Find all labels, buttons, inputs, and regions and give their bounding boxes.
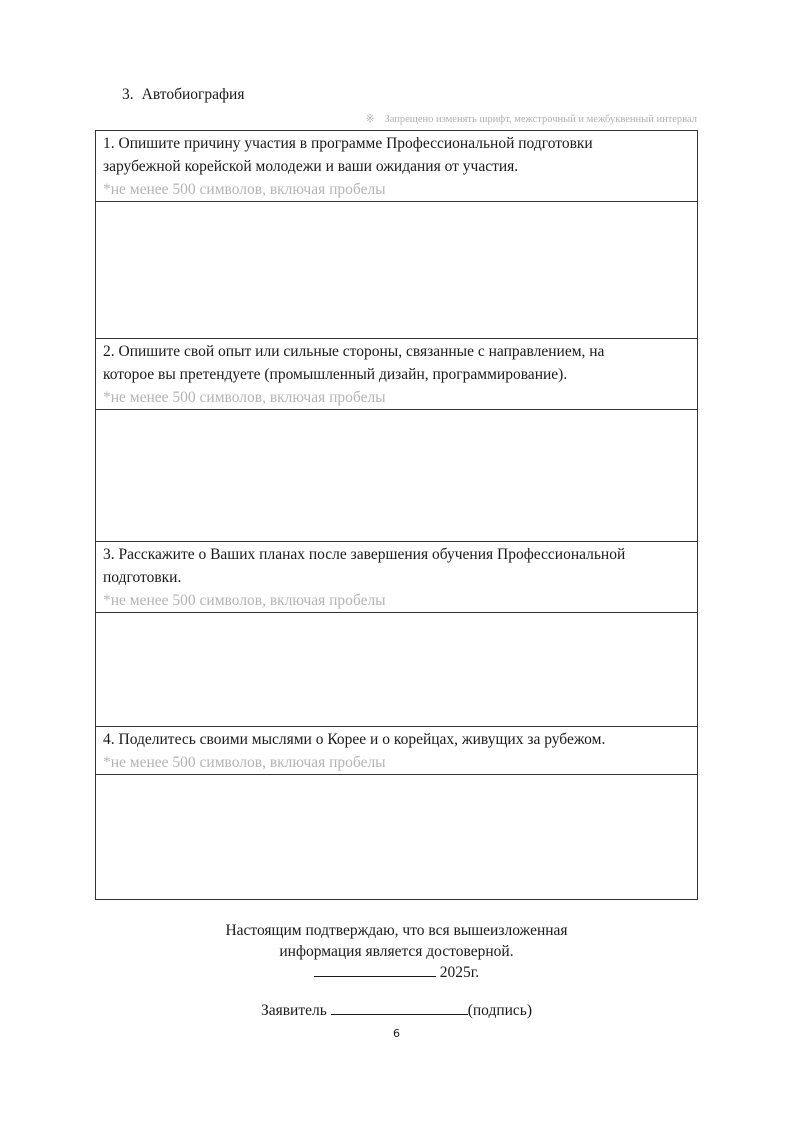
question-3-hint: *не менее 500 символов, включая пробелы bbox=[103, 592, 386, 609]
question-2-line-2: которое вы претендуете (промышленный дизайн, программирование). bbox=[103, 366, 568, 383]
reference-mark-icon: ※ bbox=[365, 114, 375, 125]
signature-line bbox=[0, 1000, 793, 1020]
confirmation-line-1: Настоящим подтверждаю, что вся вышеизложенная bbox=[225, 922, 568, 939]
answer-row bbox=[96, 410, 698, 542]
answer-4-field[interactable] bbox=[96, 775, 698, 900]
confirmation-line-2: информация является достоверной. bbox=[279, 943, 514, 960]
question-row bbox=[96, 542, 698, 613]
page-number: 6 bbox=[393, 1027, 400, 1040]
question-4-line-1: 4. Поделитесь своими мыслями о Корее и о корейцах, живущих за рубежом. bbox=[103, 731, 606, 748]
notice-text: Запрещено изменять шрифт, межстрочный и межбуквенный интервал bbox=[384, 114, 697, 125]
question-2-hint: *не менее 500 символов, включая пробелы bbox=[103, 389, 386, 406]
date-suffix: 2025г. bbox=[439, 964, 480, 981]
question-3 bbox=[96, 542, 698, 613]
question-1-line-2: зарубежной корейской молодежи и ваши ожидания от участия. bbox=[103, 158, 519, 175]
applicant-label: Заявитель bbox=[260, 1002, 327, 1019]
question-3-line-1: 3. Расскажите о Ваших планах после завершения обучения Профессиональной bbox=[103, 546, 626, 563]
signature-suffix: (подпись) bbox=[467, 1002, 533, 1019]
question-row bbox=[96, 727, 698, 775]
question-1 bbox=[96, 131, 698, 202]
formatting-notice bbox=[366, 113, 697, 125]
question-2-line-1: 2. Опишите свой опыт или сильные стороны, связанные с направлением, на bbox=[103, 343, 605, 360]
answer-row bbox=[96, 202, 698, 339]
autobiography-table bbox=[95, 130, 698, 900]
signature-field[interactable] bbox=[331, 1000, 468, 1015]
answer-3-field[interactable] bbox=[96, 613, 698, 727]
question-row bbox=[96, 131, 698, 202]
date-field[interactable] bbox=[314, 962, 436, 977]
section-title: Автобиография bbox=[141, 86, 245, 103]
question-3-line-2: подготовки. bbox=[103, 569, 182, 586]
date-line bbox=[0, 962, 793, 983]
question-row bbox=[96, 339, 698, 410]
answer-1-field[interactable] bbox=[96, 202, 698, 339]
section-heading bbox=[122, 86, 244, 104]
question-2 bbox=[96, 339, 698, 410]
answer-2-field[interactable] bbox=[96, 410, 698, 542]
question-1-line-1: 1. Опишите причину участия в программе Профессиональной подготовки bbox=[103, 135, 593, 152]
section-number: 3. bbox=[122, 86, 134, 103]
question-4 bbox=[96, 727, 698, 775]
question-1-hint: *не менее 500 символов, включая пробелы bbox=[103, 181, 386, 198]
confirmation-statement bbox=[0, 920, 793, 983]
question-4-hint: *не менее 500 символов, включая пробелы bbox=[103, 754, 386, 771]
answer-row bbox=[96, 613, 698, 727]
answer-row bbox=[96, 775, 698, 900]
